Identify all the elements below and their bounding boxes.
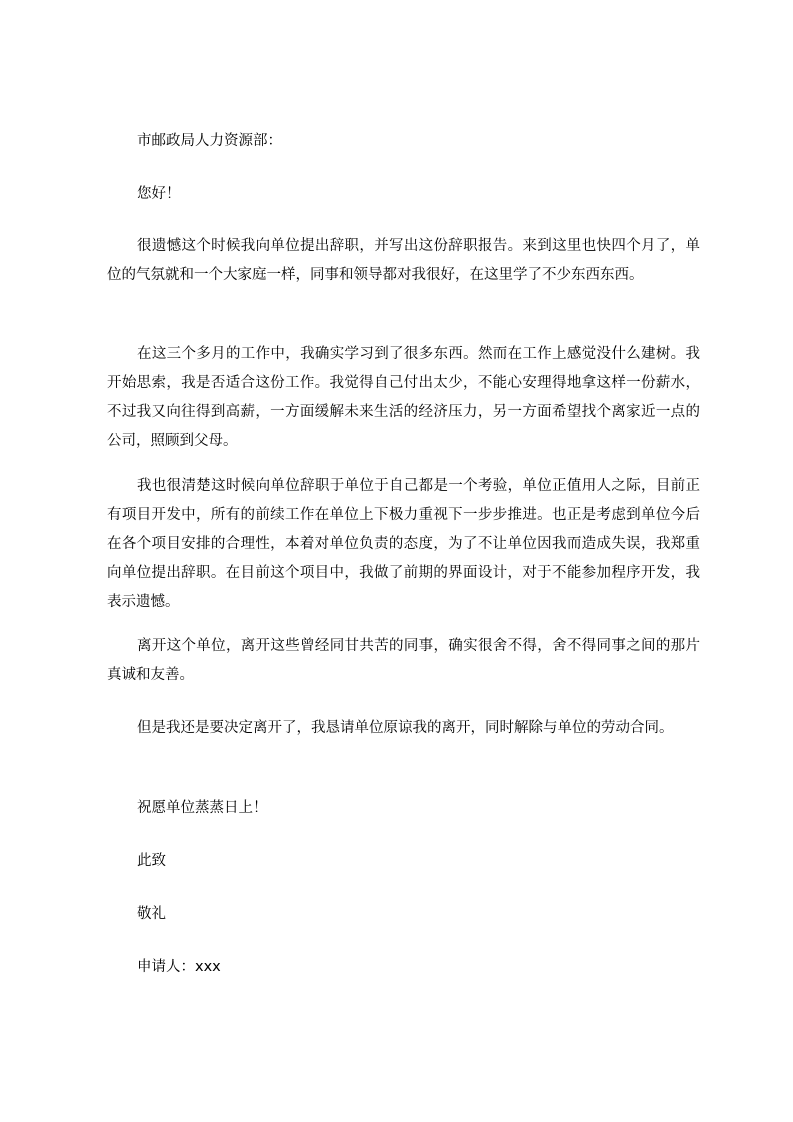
salutation: 市邮政局人力资源部：: [137, 133, 282, 149]
closing-jingli: 敬礼: [137, 906, 166, 922]
greeting: 您好！: [137, 186, 181, 202]
paragraph-1: 很遗憾这个时候我向单位提出辞职，并写出这份辞职报告。来到这里也快四个月了，单位的气氛就和一个大家庭一样，同事和领导都对我很好，在这里学了不少东西东西。: [107, 238, 700, 283]
paragraph-3: 我也很清楚这时候向单位辞职于单位于自己都是一个考验，单位正值用人之际，目前正有项目开发中，所有的前续工作在单位上下极力重视下一步步推进。也正是考虑到单位今后在各个项目安排的合理性，本着对单位负责的态度，为了不让单位因我而造成失误，我郑重向单位提出辞职。在目前这个项目中，我做了前期的界面设计，对于不能参加程序开发，我表示遗憾。: [107, 478, 700, 610]
paragraph-5: 但是我还是要决定离开了，我恳请单位原谅我的离开，同时解除与单位的劳动合同。: [137, 720, 674, 736]
paragraph-4: 离开这个单位，离开这些曾经同甘共苦的同事，确实很舍不得，舍不得同事之间的那片真诚和友善。: [107, 638, 700, 683]
wish-line: 祝愿单位蒸蒸日上！: [137, 800, 268, 816]
paragraph-2: 在这三个多月的工作中，我确实学习到了很多东西。然而在工作上感觉没什么建树。我开始思索，我是否适合这份工作。我觉得自己付出太少，不能心安理得地拿这样一份薪水，不过我又向往得到高薪，一方面缓解未来生活的经济压力，另一方面希望找个离家近一点的公司，照顾到父母。: [107, 346, 700, 449]
closing-cizhi: 此致: [137, 853, 166, 869]
applicant-signature: 申请人：xxx: [137, 959, 221, 975]
